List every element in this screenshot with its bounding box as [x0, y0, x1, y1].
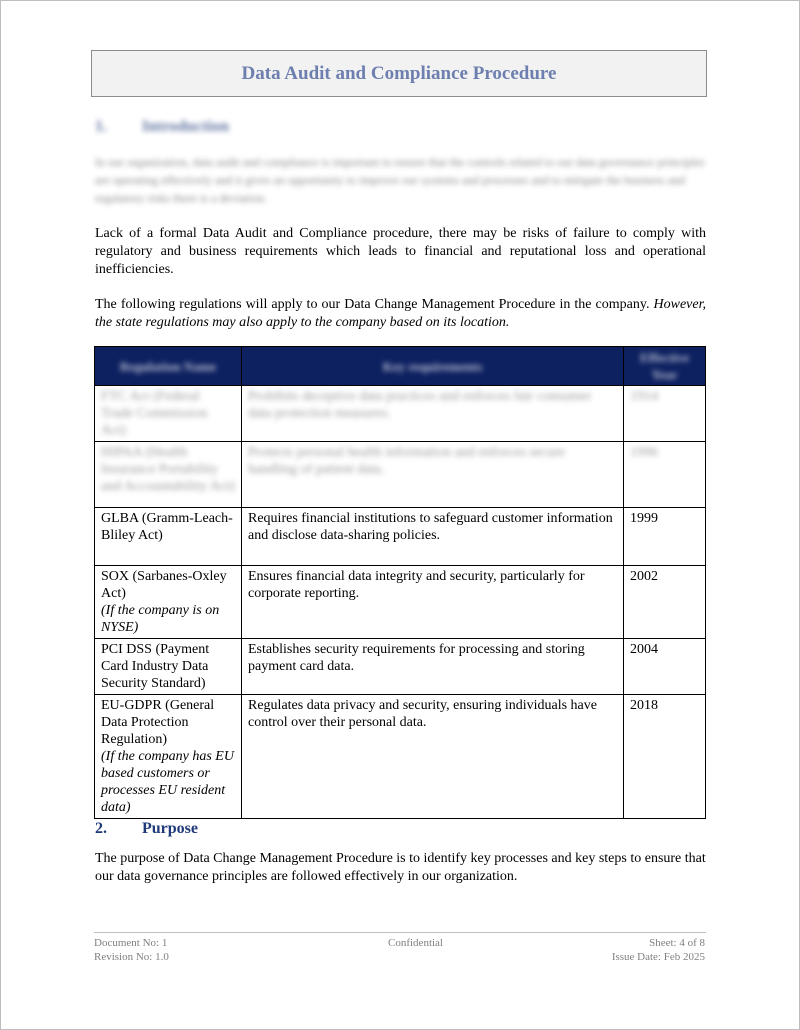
- table-cell-requirement: Requires financial institutions to safeguard customer information and disclose data-sharing policies.: [242, 508, 624, 566]
- footer-center: [388, 936, 443, 950]
- cell-text: HIPAA (Health Insurance Portability and Accountability Act): [101, 445, 235, 494]
- table-cell-name: [95, 639, 242, 695]
- table-row: [95, 386, 706, 442]
- table-cell-year: [624, 386, 706, 442]
- table-cell-requirement: Ensures financial data integrity and security, particularly for corporate reporting.: [242, 566, 624, 639]
- header-label-name: Regulation Name: [119, 358, 217, 374]
- table-header-name: [95, 347, 242, 386]
- regulation-name: GLBA (Gramm-Leach-Bliley Act): [101, 511, 233, 543]
- table-cell-year: 2018: [624, 695, 706, 819]
- table-cell-requirement: Regulates data privacy and security, ensuring individuals have control over their personal data.: [242, 695, 624, 819]
- cell-text: 1914: [630, 389, 658, 404]
- table-cell-year: 2004: [624, 639, 706, 695]
- table-cell-name: [95, 508, 242, 566]
- footer-sheet: Sheet: 4 of 8: [649, 937, 705, 949]
- intro-paragraph-2-italic: However, the state regulations may also apply to the company based on its location.: [95, 297, 707, 330]
- table-row: [95, 566, 706, 639]
- document-title: Data Audit and Compliance Procedure: [241, 62, 557, 84]
- table-cell-name: [95, 695, 242, 819]
- section-2-title: Purpose: [142, 820, 198, 837]
- regulation-note: (If the company has EU based customers or processes EU resident data): [101, 749, 234, 815]
- table-cell-name: [95, 566, 242, 639]
- regulation-name: EU-GDPR (General Data Protection Regulation): [101, 698, 215, 747]
- table-cell-requirement: Establishes security requirements for processing and storing payment card data.: [242, 639, 624, 695]
- header-label-requirements: Key requirements: [382, 358, 483, 374]
- section-1-heading: [95, 118, 229, 136]
- table-cell-requirement: [242, 442, 624, 508]
- purpose-paragraph: The purpose of Data Change Management Procedure is to identify key processes and key steps to ensure that our data governance principles are followed effectively in our organization.: [95, 851, 706, 884]
- section-2-number: 2.: [95, 820, 107, 837]
- footer-left: [94, 936, 169, 964]
- intro-paragraph-blurred: In our organization, data audit and compliance is important to ensure that the controls related to our data governance principles are operating effectively and it gives an opportunity to improve our systems and processes and to mitigate the business and regulatory risks there is a deviation.: [95, 155, 705, 205]
- table-row: [95, 695, 706, 819]
- intro-paragraph-1: Lack of a formal Data Audit and Compliance procedure, there may be risks of failure to comply with regulatory and business requirements which leads to financial and reputational loss and operational inefficiencies.: [95, 226, 706, 277]
- table-cell-name: [95, 442, 242, 508]
- cell-text: FTC Act (Federal Trade Commission Act): [101, 389, 208, 438]
- regulation-name: SOX (Sarbanes-Oxley Act): [101, 569, 227, 601]
- regulation-note: (If the company is on NYSE): [101, 603, 220, 635]
- cell-text: Protects personal health information and enforces secure handling of patient data.: [248, 445, 566, 477]
- footer-classification: Confidential: [388, 937, 443, 949]
- table-cell-year: 2002: [624, 566, 706, 639]
- cell-text: Prohibits deceptive data practices and enforces fair consumer data protection measures.: [248, 389, 592, 421]
- footer-right: [612, 936, 705, 964]
- table-row: [95, 442, 706, 508]
- table-cell-name: [95, 386, 242, 442]
- section-1-number: 1.: [95, 118, 107, 135]
- footer-revision-no: Revision No: 1.0: [94, 951, 169, 963]
- footer-divider: [94, 932, 706, 933]
- regulation-name: PCI DSS (Payment Card Industry Data Security Standard): [101, 642, 210, 691]
- table-header-year: [624, 347, 706, 386]
- table-header-row: [95, 347, 706, 386]
- table-cell-year: [624, 442, 706, 508]
- intro-paragraph-2-text: The following regulations will apply to our Data Change Management Procedure in the company.: [95, 297, 650, 312]
- table-row: [95, 639, 706, 695]
- regulations-table: [94, 346, 706, 819]
- footer-document-no: Document No: 1: [94, 937, 168, 949]
- header-label-year: Effective Year: [639, 350, 690, 382]
- table-cell-requirement: [242, 386, 624, 442]
- table-cell-year: 1999: [624, 508, 706, 566]
- cell-text: 1996: [630, 445, 658, 460]
- table-header-requirements: [242, 347, 624, 386]
- section-1-title: Introduction: [142, 118, 229, 135]
- table-row: [95, 508, 706, 566]
- footer-issue-date: Issue Date: Feb 2025: [611, 951, 705, 963]
- document-title-box: [91, 50, 707, 97]
- intro-paragraph-2: [95, 296, 706, 332]
- section-2-heading: [95, 820, 198, 838]
